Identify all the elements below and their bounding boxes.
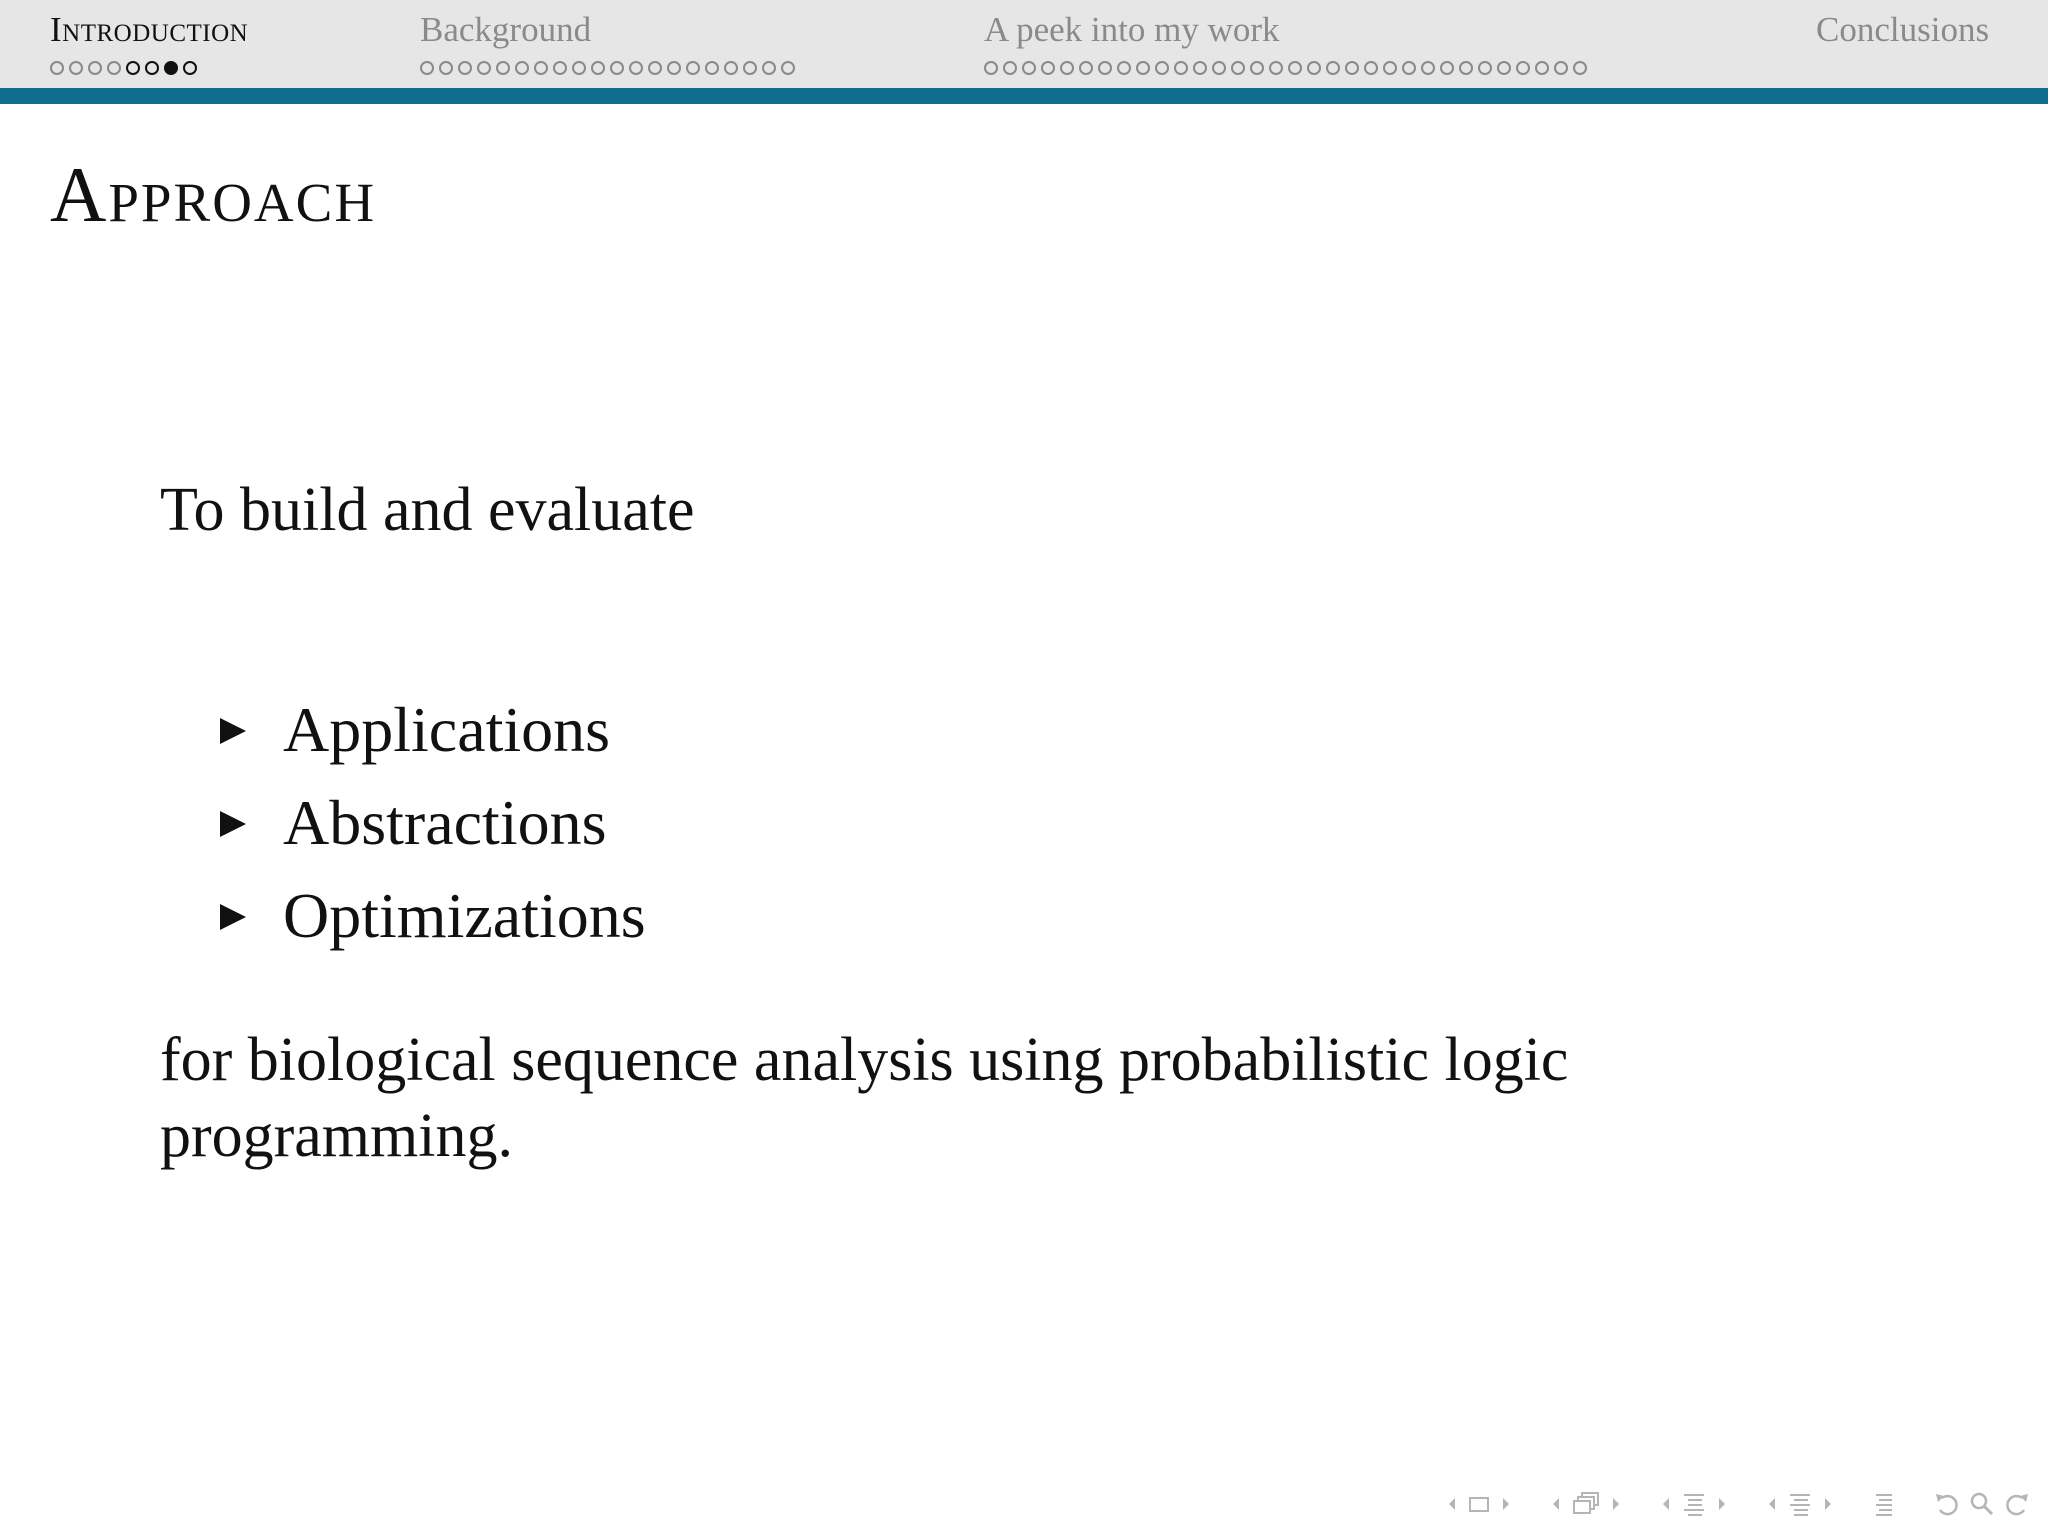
section-peek-into-my-work[interactable] [984,8,1587,78]
slide-dot[interactable] [126,61,140,75]
headline-accent-rule [0,88,2048,104]
slide-dot[interactable] [1440,61,1454,75]
slide-dot[interactable] [1041,61,1055,75]
slide-dot[interactable] [705,61,719,75]
slide-dot[interactable] [648,61,662,75]
slide-dot[interactable] [88,61,102,75]
frame-title: Approach [50,151,377,238]
section-nav-icon[interactable] [1680,1491,1708,1517]
document-nav-icon[interactable] [1786,1491,1814,1517]
slide-dot[interactable] [1212,61,1226,75]
slide-dot[interactable] [781,61,795,75]
slide-dot[interactable] [1383,61,1397,75]
slide-dot[interactable] [1573,61,1587,75]
slide-dot[interactable] [1079,61,1093,75]
slide-dot[interactable] [572,61,586,75]
arrow-left-icon[interactable] [1764,1493,1780,1515]
slide-dot[interactable] [107,61,121,75]
triangle-bullet-icon [220,718,246,744]
slide-dot[interactable] [1155,61,1169,75]
bullet-label: Abstractions [283,787,607,858]
navigation-headline [0,0,2048,88]
slide-dot[interactable] [1421,61,1435,75]
slide-dot[interactable] [1307,61,1321,75]
conclusion-text: for biological sequence analysis using probabilistic logic programming. [160,1026,1569,1170]
slide-dot[interactable] [667,61,681,75]
subsection-nav-icon[interactable] [1570,1491,1602,1517]
slide-dot[interactable] [743,61,757,75]
slide-dot[interactable] [1060,61,1074,75]
arrow-right-icon[interactable] [1498,1493,1514,1515]
slide-dot[interactable] [1174,61,1188,75]
slide-dot[interactable] [164,61,178,75]
slide-dot[interactable] [1231,61,1245,75]
outline-icon[interactable] [1870,1491,1898,1517]
slide-dot[interactable] [984,61,998,75]
section-conclusions[interactable] [1816,8,1989,52]
slide-dot[interactable] [420,61,434,75]
back-icon[interactable] [1932,1490,1962,1518]
triangle-bullet-icon [220,811,246,837]
slide-dot[interactable] [439,61,453,75]
slide-dot[interactable] [1136,61,1150,75]
slide-dots-background [420,58,795,78]
slide-dot[interactable] [762,61,776,75]
slide-dot[interactable] [496,61,510,75]
slide-dot[interactable] [458,61,472,75]
slide-dot[interactable] [1554,61,1568,75]
slide-dot[interactable] [1478,61,1492,75]
slide-dot[interactable] [1364,61,1378,75]
section-background[interactable] [420,8,795,78]
section-introduction[interactable] [50,8,248,78]
slide-dot[interactable] [1098,61,1112,75]
search-icon[interactable] [1968,1490,1996,1518]
slide-dot[interactable] [1402,61,1416,75]
slide-dot[interactable] [1003,61,1017,75]
slide-dot[interactable] [183,61,197,75]
slide-dot[interactable] [591,61,605,75]
slide-dot[interactable] [610,61,624,75]
slide-dot[interactable] [477,61,491,75]
slide-dot[interactable] [534,61,548,75]
slide-dot[interactable] [1288,61,1302,75]
slide-dot[interactable] [1345,61,1359,75]
slide-dot[interactable] [1459,61,1473,75]
section-title-introduction[interactable]: Introduction [50,10,249,49]
slide-dot[interactable] [1022,61,1036,75]
slide-dot[interactable] [724,61,738,75]
slide-dot[interactable] [69,61,83,75]
section-title-conclusions[interactable]: Conclusions [1816,10,1990,49]
arrow-left-icon[interactable] [1444,1493,1460,1515]
slide-dot[interactable] [686,61,700,75]
slide-dots-peek-into-my-work [984,58,1587,78]
slide-dot[interactable] [553,61,567,75]
slide-dot[interactable] [515,61,529,75]
slide-dot[interactable] [1516,61,1530,75]
slide-dot[interactable] [1497,61,1511,75]
bullet-label: Optimizations [283,880,646,951]
intro-text: To build and evaluate [160,476,695,544]
section-title-peek-into-my-work[interactable]: A peek into my work [984,10,1280,49]
slide-dot[interactable] [1193,61,1207,75]
bullet-label: Applications [283,694,611,765]
arrow-left-icon[interactable] [1658,1493,1674,1515]
slide-dot[interactable] [1535,61,1549,75]
slide-dot[interactable] [629,61,643,75]
slide-dot[interactable] [50,61,64,75]
slide-dot[interactable] [1326,61,1340,75]
arrow-right-icon[interactable] [1608,1493,1624,1515]
arrow-right-icon[interactable] [1820,1493,1836,1515]
slide-dot[interactable] [1117,61,1131,75]
slide-dots-introduction [50,58,248,78]
arrow-right-icon[interactable] [1714,1493,1730,1515]
section-title-background[interactable]: Background [420,10,592,49]
arrow-left-icon[interactable] [1548,1493,1564,1515]
slide-dot[interactable] [1250,61,1264,75]
frame-nav-icon[interactable] [1466,1493,1492,1515]
forward-icon[interactable] [2002,1490,2032,1518]
slide-dot[interactable] [145,61,159,75]
slide-dot[interactable] [1269,61,1283,75]
beamer-navigation-bar [1444,1486,2032,1522]
triangle-bullet-icon [220,904,246,930]
